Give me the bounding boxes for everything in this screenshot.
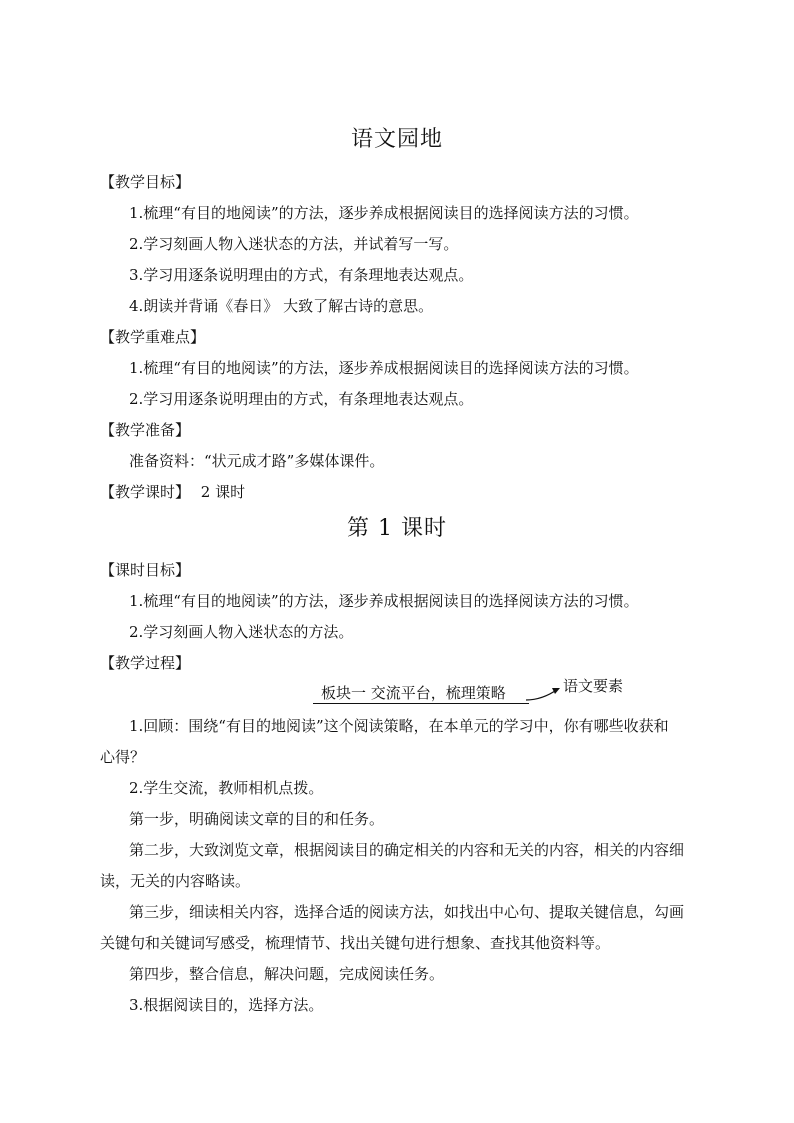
- process-step: 第二步，大致浏览文章，根据阅读目的确定相关的内容和无关的内容，相关的内容细: [129, 841, 685, 859]
- process-paragraph: 2.学生交流，教师相机点拨。: [129, 779, 324, 797]
- class-hours-heading: 【教学课时】: [100, 483, 191, 501]
- process-paragraph-continued: 心得？: [100, 748, 146, 766]
- page-title: 语文园地: [350, 127, 443, 152]
- process-step-continued: 关键句和关键词写感受，梳理情节、找出关键句进行想象、查找其他资料等。: [100, 934, 611, 952]
- process-step: 第三步，细读相关内容，选择合适的阅读方法，如找出中心句、提取关键信息，勾画: [129, 903, 685, 921]
- objective-item: 4.朗读并背诵《春日》 大致了解古诗的意思。: [129, 297, 434, 315]
- class-hours-value: 2 课时: [200, 483, 246, 501]
- process-step: 第一步，明确阅读文章的目的和任务。: [129, 810, 385, 828]
- key-points-heading: 【教学重难点】: [100, 328, 206, 346]
- block-tag: 语文要素: [563, 677, 624, 695]
- objective-item: 2.学习刻画人物入迷状态的方法，并试着写一写。: [129, 235, 459, 253]
- objective-item: 1.梳理“有目的地阅读”的方法，逐步养成根据阅读目的选择阅读方法的习惯。: [129, 204, 639, 222]
- process-paragraph: 3.根据阅读目的，选择方法。: [129, 996, 324, 1014]
- objective-item: 3.学习用逐条说明理由的方式，有条理地表达观点。: [129, 266, 474, 284]
- lesson-goal-item: 2.学习刻画人物入迷状态的方法。: [129, 623, 354, 641]
- lesson-goals-heading: 【课时目标】: [100, 561, 191, 579]
- arrow-icon: [524, 680, 564, 704]
- process-step-continued: 读，无关的内容略读。: [100, 872, 251, 890]
- objectives-heading: 【教学目标】: [100, 173, 191, 191]
- key-point-item: 1.梳理“有目的地阅读”的方法，逐步养成根据阅读目的选择阅读方法的习惯。: [129, 359, 639, 377]
- block-underline: [313, 703, 529, 704]
- lesson-goal-item: 1.梳理“有目的地阅读”的方法，逐步养成根据阅读目的选择阅读方法的习惯。: [129, 592, 639, 610]
- preparation-text: 准备资料：“状元成才路”多媒体课件。: [129, 452, 385, 470]
- process-paragraph: 1.回顾：围绕“有目的地阅读”这个阅读策略，在本单元的学习中，你有哪些收获和: [129, 717, 669, 735]
- lesson-title: 第 1 课时: [347, 516, 447, 541]
- process-step: 第四步，整合信息，解决问题，完成阅读任务。: [129, 965, 445, 983]
- block-heading: 板块一 交流平台，梳理策略: [321, 684, 506, 702]
- preparation-heading: 【教学准备】: [100, 421, 191, 439]
- class-hours-line: [100, 482, 245, 502]
- key-point-item: 2.学习用逐条说明理由的方式，有条理地表达观点。: [129, 390, 474, 408]
- process-heading: 【教学过程】: [100, 654, 191, 672]
